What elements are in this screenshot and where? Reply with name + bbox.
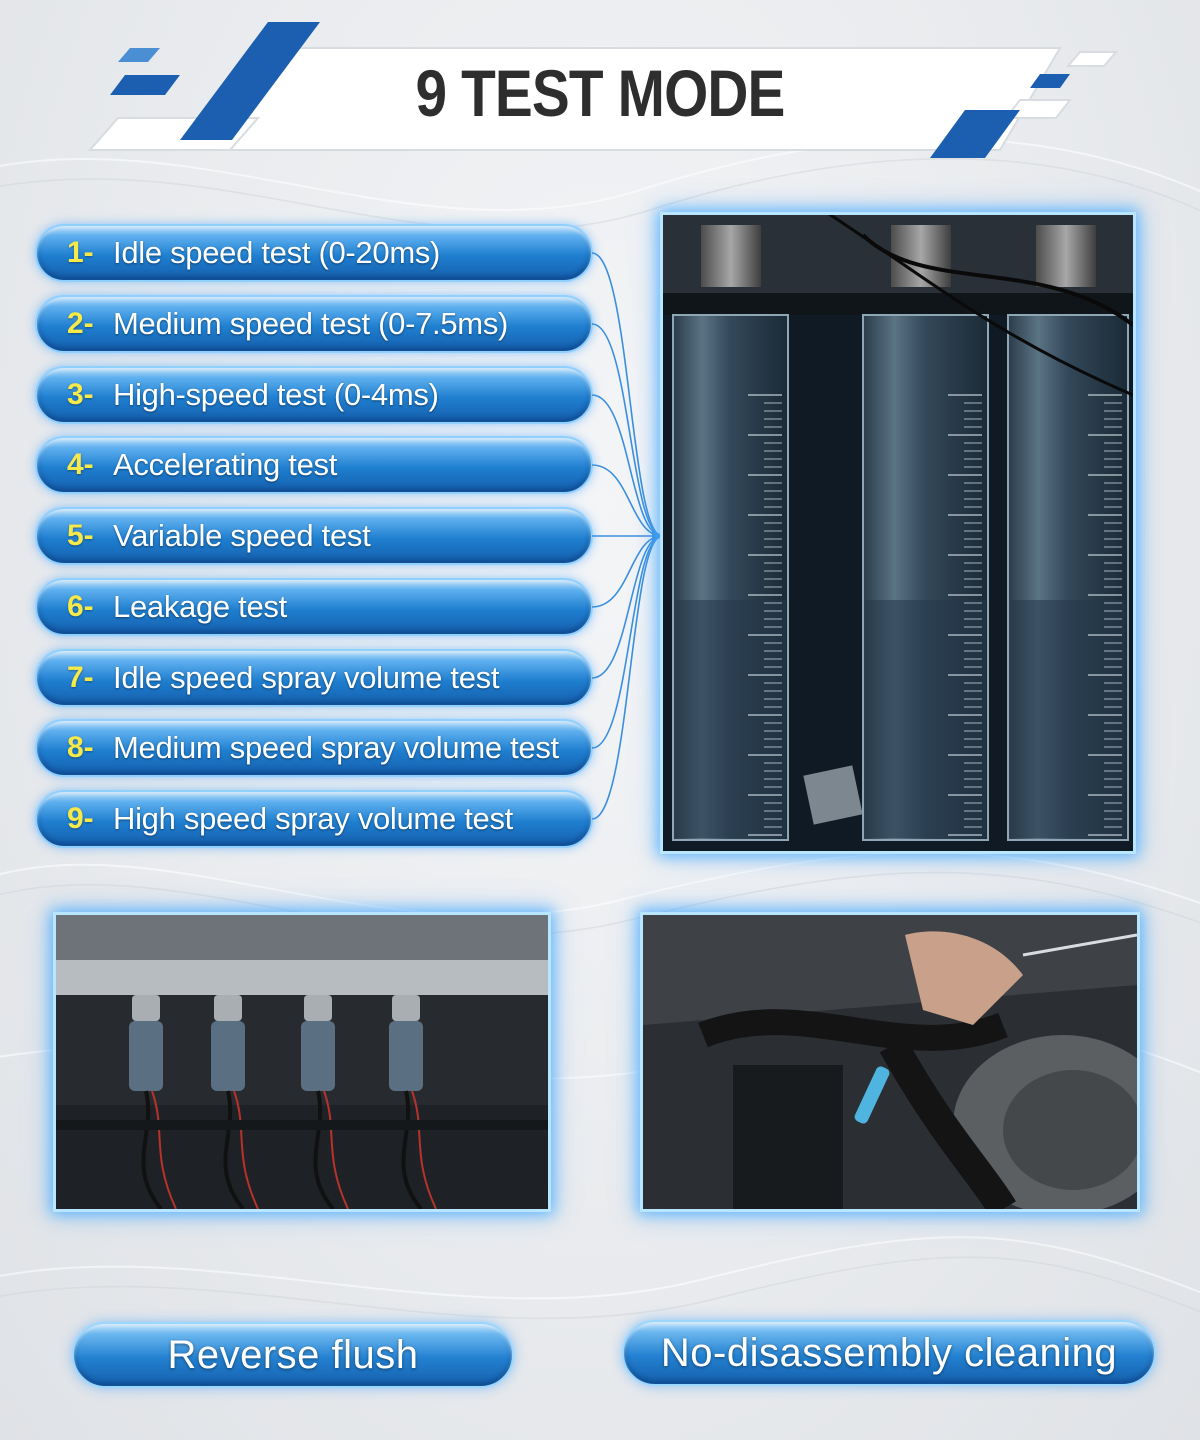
injector-cap: [132, 995, 160, 1021]
injector-rail-image: [56, 915, 548, 1209]
test-mode-number: 6-: [67, 590, 94, 623]
page-title: 9 TEST MODE: [415, 56, 785, 130]
test-mode-9: [35, 790, 593, 848]
cylinder-cap: [1036, 225, 1096, 287]
test-mode-3: [35, 366, 593, 424]
test-mode-label: Medium speed spray volume test: [113, 730, 559, 765]
injector-rail-photo: [53, 912, 551, 1212]
engine-cleaning-photo: [640, 912, 1140, 1212]
test-mode-label: Idle speed test (0-20ms): [113, 235, 441, 270]
injector-body: [389, 1021, 423, 1091]
test-mode-number: 2-: [67, 307, 94, 340]
test-mode-label: Leakage test: [113, 589, 287, 624]
connector-lines: [590, 220, 670, 860]
header-banner: [0, 0, 1200, 200]
injector-cap: [392, 995, 420, 1021]
test-mode-label: Medium speed test (0-7.5ms): [113, 306, 509, 341]
injector-body: [211, 1021, 245, 1091]
test-mode-4: [35, 436, 593, 494]
test-mode-2: [35, 295, 593, 353]
test-mode-5: [35, 507, 593, 565]
test-mode-label: Variable speed test: [113, 518, 371, 553]
test-mode-7: [35, 649, 593, 707]
test-mode-label: Accelerating test: [113, 447, 338, 482]
injector-cap: [214, 995, 242, 1021]
injector-body: [301, 1021, 335, 1091]
injector-cap: [304, 995, 332, 1021]
injector-body: [129, 1021, 163, 1091]
cylinders-photo: [660, 212, 1136, 854]
caption-reverse-flush: Reverse flush: [72, 1322, 514, 1388]
test-mode-number: 8-: [67, 731, 94, 764]
test-mode-number: 4-: [67, 448, 94, 481]
test-mode-number: 3-: [67, 378, 94, 411]
test-mode-1: [35, 224, 593, 282]
test-mode-label: High speed spray volume test: [113, 801, 513, 836]
test-mode-number: 9-: [67, 802, 94, 835]
test-mode-8: [35, 719, 593, 777]
test-mode-number: 5-: [67, 519, 94, 552]
test-mode-number: 7-: [67, 661, 94, 694]
test-mode-label: High-speed test (0-4ms): [113, 377, 439, 412]
cylinders-image: [663, 215, 1133, 851]
cylinder-cap: [701, 225, 761, 287]
test-mode-label: Idle speed spray volume test: [113, 660, 500, 695]
test-mode-number: 1-: [67, 236, 94, 269]
caption-no-disassembly-cleaning: No-disassembly cleaning: [622, 1320, 1156, 1386]
engine-cleaning-image: [643, 915, 1137, 1209]
test-mode-6: [35, 578, 593, 636]
